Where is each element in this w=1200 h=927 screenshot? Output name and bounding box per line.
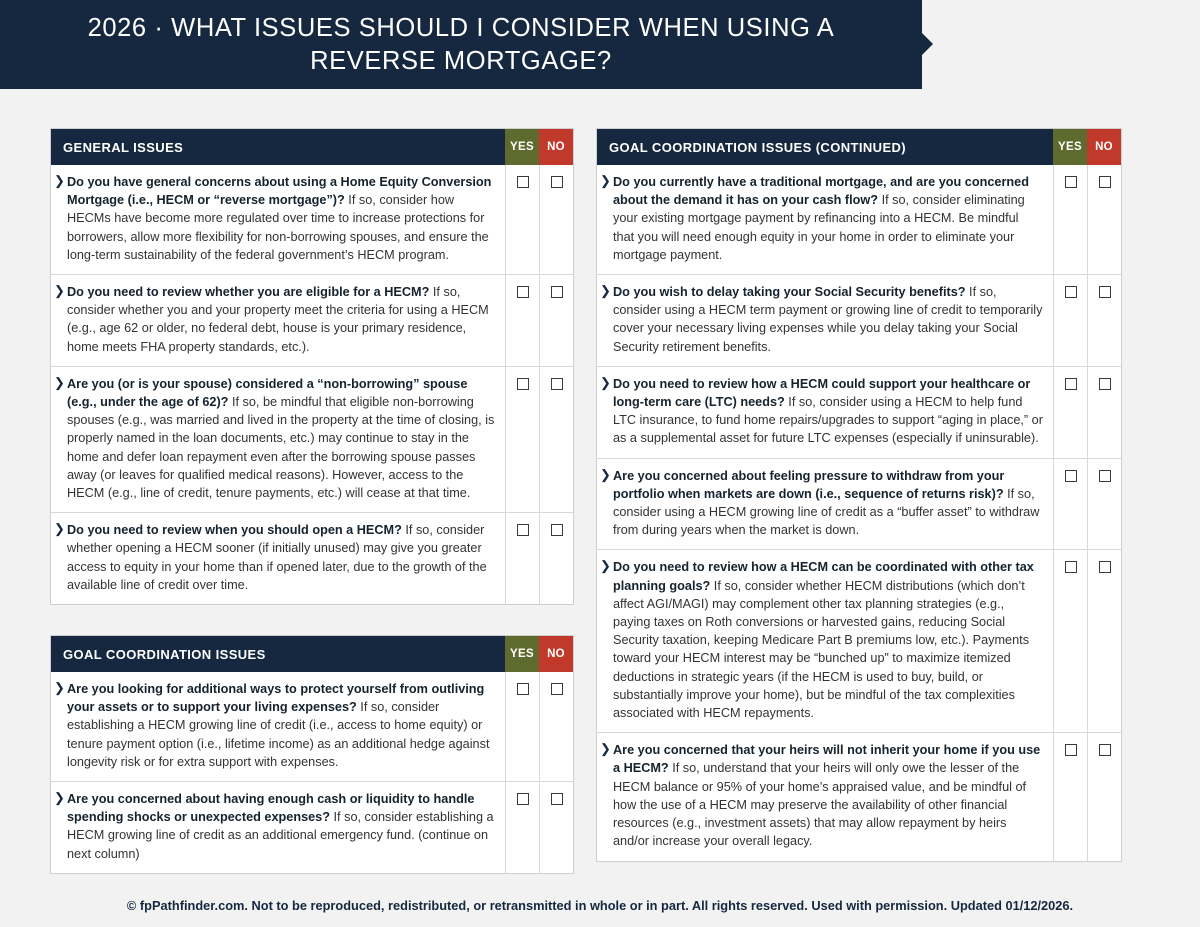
section-card-goal-coordination-issues-continued xyxy=(596,128,1122,862)
bracket-marker-icon: ❯ xyxy=(54,173,65,188)
checkbox-cell-yes[interactable] xyxy=(505,672,539,781)
bracket-marker-icon: ❯ xyxy=(600,374,611,390)
checklist-row xyxy=(51,275,573,367)
checklist-columns xyxy=(0,128,1200,874)
checkbox-yes[interactable] xyxy=(1065,286,1077,298)
section-header-general-issues xyxy=(51,129,573,165)
checkbox-no[interactable] xyxy=(1099,561,1111,573)
checklist-row xyxy=(597,275,1121,367)
header-band xyxy=(0,0,922,89)
column-header-yes: YES xyxy=(1053,129,1087,165)
column-header-no: NO xyxy=(539,129,573,165)
bracket-marker-icon: ❯ xyxy=(54,680,65,696)
section-title: GOAL COORDINATION ISSUES xyxy=(63,646,266,662)
checkbox-yes[interactable] xyxy=(1065,176,1077,188)
checkbox-cell-yes[interactable] xyxy=(505,275,539,366)
checklist-question xyxy=(597,733,1053,860)
question-bold: Do you need to review how a HECM could support your healthcare or long-term care (LTC) needs? xyxy=(613,376,1031,410)
question-detail: If so, consider establishing a HECM growing line of credit as an additional emergency fund. (continue on next column) xyxy=(67,810,494,861)
checkbox-yes[interactable] xyxy=(517,286,529,298)
checkbox-no[interactable] xyxy=(551,176,563,188)
checkbox-yes[interactable] xyxy=(1065,470,1077,482)
question-detail: If so, consider eliminating your existing mortgage payment by refinancing into a HECM. Be mindful that you will need enough equity in your home in order to eliminate your mortgage payment. xyxy=(613,193,1025,262)
checkbox-cell-yes[interactable] xyxy=(1053,165,1087,274)
checkbox-cell-no[interactable] xyxy=(539,672,573,781)
page-title: 2026 · WHAT ISSUES SHOULD I CONSIDER WHEN USING A REVERSE MORTGAGE? xyxy=(87,13,835,75)
checkbox-cell-no[interactable] xyxy=(1087,275,1121,366)
bracket-marker-icon: ❯ xyxy=(600,558,611,574)
bracket-marker-icon: ❯ xyxy=(54,790,65,806)
checkbox-cell-yes[interactable] xyxy=(1053,275,1087,366)
bracket-marker-icon: ❯ xyxy=(54,374,65,390)
checkbox-yes[interactable] xyxy=(517,378,529,390)
checkbox-cell-no[interactable] xyxy=(539,367,573,512)
checkbox-no[interactable] xyxy=(551,378,563,390)
column-header-no: NO xyxy=(539,636,573,672)
question-detail: If so, consider using a HECM growing line of credit as a “buffer asset” to withdraw from during years when the market is down. xyxy=(613,486,1040,538)
checkbox-cell-yes[interactable] xyxy=(1053,550,1087,732)
section-card-general-issues xyxy=(50,128,574,605)
section-rows xyxy=(51,165,573,604)
checklist-question xyxy=(51,782,505,873)
checklist-row xyxy=(597,733,1121,860)
checklist-row xyxy=(597,459,1121,551)
checkbox-yes[interactable] xyxy=(1065,378,1077,390)
checkbox-cell-yes[interactable] xyxy=(505,165,539,274)
checkbox-cell-no[interactable] xyxy=(539,782,573,873)
checklist-question xyxy=(597,367,1053,458)
checkbox-cell-no[interactable] xyxy=(1087,550,1121,732)
question-detail: If so, consider using a HECM term payment or growing line of credit to temporarily cover your necessary living expenses while you delay taking your Social Security retirement benefits. xyxy=(613,285,1043,354)
checklist-row xyxy=(51,513,573,604)
question-detail: If so, understand that your heirs will only owe the lesser of the HECM balance or 95% of your home’s appraised value, and be mindful of how the use of a HECM may preserve the availability of other financial resources (e.g., investment assets) that may allow repayment by heirs and/or increase your overall legacy. xyxy=(613,761,1027,849)
checkbox-cell-yes[interactable] xyxy=(505,513,539,604)
section-header-goal-coordination-issues xyxy=(51,636,573,672)
question-bold: Are you (or is your spouse) considered a “non-borrowing” spouse (e.g., under the age of 62)? xyxy=(67,376,468,410)
bracket-marker-icon: ❯ xyxy=(600,283,611,299)
column-header-yes: YES xyxy=(505,636,539,672)
checkbox-yes[interactable] xyxy=(517,793,529,805)
checklist-question xyxy=(51,275,505,366)
checkbox-no[interactable] xyxy=(551,793,563,805)
question-detail: If so, consider whether opening a HECM sooner (if initially unused) may give you greater access to equity in your home than if opened later, due to the growth of the available line of credit over time. xyxy=(67,523,487,592)
checklist-question xyxy=(51,367,505,512)
question-bold: Are you looking for additional ways to protect yourself from outliving your assets or to support your living expenses? xyxy=(67,682,485,715)
checklist-row xyxy=(597,165,1121,275)
checklist-question xyxy=(51,672,505,781)
bracket-marker-icon: ❯ xyxy=(600,173,611,188)
checkbox-cell-yes[interactable] xyxy=(505,782,539,873)
section-title: GENERAL ISSUES xyxy=(63,139,184,155)
checklist-question xyxy=(597,550,1053,732)
checklist-row xyxy=(51,367,573,513)
checkbox-no[interactable] xyxy=(551,683,563,695)
checkbox-no[interactable] xyxy=(1099,744,1111,756)
checklist-row xyxy=(51,672,573,782)
checkbox-cell-no[interactable] xyxy=(1087,165,1121,274)
question-bold: Do you have general concerns about using a Home Equity Conversion Mortgage (i.e., HECM or “reverse mortgage”)? xyxy=(67,175,492,208)
question-bold: Do you need to review how a HECM can be coordinated with other tax planning goals? xyxy=(613,560,1034,593)
footer-copyright: © fpPathfinder.com. Not to be reproduced, redistributed, or retransmitted in whole or in part. All rights reserved. Used with permission. Updated 01/12/2026. xyxy=(126,898,1074,913)
question-bold: Are you concerned about having enough cash or liquidity to handle spending shocks or unexpected expenses? xyxy=(67,792,475,825)
checklist-row xyxy=(597,550,1121,733)
bracket-marker-icon: ❯ xyxy=(600,741,611,757)
question-detail: If so, consider establishing a HECM growing line of credit (i.e., access to home equity) or tenure payment option (i.e., lifetime income) as an additional hedge against longevity risk or for extra support with expenses. xyxy=(67,700,490,769)
section-rows xyxy=(51,672,573,873)
section-header-goal-coordination-issues-continued xyxy=(597,129,1121,165)
checkbox-cell-yes[interactable] xyxy=(505,367,539,512)
section-rows xyxy=(597,165,1121,861)
bracket-marker-icon: ❯ xyxy=(54,283,65,299)
section-title: GOAL COORDINATION ISSUES (CONTINUED) xyxy=(609,139,907,155)
question-bold: Are you concerned about feeling pressure to withdraw from your portfolio when markets are down (i.e., sequence of returns risk)? xyxy=(613,468,1005,501)
checklist-row xyxy=(51,782,573,873)
checklist-question xyxy=(597,165,1053,274)
checkbox-cell-no[interactable] xyxy=(539,165,573,274)
checkbox-cell-yes[interactable] xyxy=(1053,459,1087,550)
checklist-row xyxy=(597,367,1121,459)
question-bold: Do you currently have a traditional mortgage, and are you concerned about the demand it has on your cash flow? xyxy=(613,175,1029,208)
checklist-question xyxy=(51,513,505,604)
question-detail: If so, consider whether you and your property meet the criteria for using a HECM (e.g., age 62 or older, no federal debt, house is your primary residence, home meets FHA property standards, etc.). xyxy=(67,285,489,354)
checklist-question xyxy=(51,165,505,274)
bracket-marker-icon: ❯ xyxy=(54,521,65,537)
question-bold: Do you need to review when you should open a HECM? xyxy=(67,523,402,538)
checkbox-yes[interactable] xyxy=(517,176,529,188)
question-detail: If so, be mindful that eligible non-borrowing spouses (e.g., was married and lived in the property at the time of closing, is properly named in the loan documents, etc.) may continue to stay in the home and defer loan repayment even after the borrowing spouse passes away (or leaves for qualified medical reasons). However, access to the HECM (e.g., line of credit, tenure payments, etc.) will cease at that time. xyxy=(67,395,495,501)
left-column xyxy=(50,128,574,874)
checkbox-no[interactable] xyxy=(1099,176,1111,188)
checkbox-cell-no[interactable] xyxy=(1087,367,1121,458)
checkbox-cell-no[interactable] xyxy=(539,275,573,366)
checkbox-no[interactable] xyxy=(1099,378,1111,390)
checkbox-no[interactable] xyxy=(551,286,563,298)
question-bold: Are you concerned that your heirs will not inherit your home if you use a HECM? xyxy=(613,743,1041,776)
checkbox-no[interactable] xyxy=(1099,286,1111,298)
checklist-question xyxy=(597,275,1053,366)
checkbox-no[interactable] xyxy=(1099,470,1111,482)
checklist-row xyxy=(51,165,573,275)
column-header-no: NO xyxy=(1087,129,1121,165)
checklist-question xyxy=(597,459,1053,550)
checkbox-cell-yes[interactable] xyxy=(1053,367,1087,458)
column-header-yes: YES xyxy=(505,129,539,165)
checkbox-cell-no[interactable] xyxy=(1087,459,1121,550)
checkbox-cell-no[interactable] xyxy=(1087,733,1121,860)
question-detail: If so, consider whether HECM distributions (which don’t affect AGI/MAGI) may complement other tax planning strategies (e.g., paying taxes on Roth conversions or harvested gains, reducing Social Security taxation, keeping Medicare Part B premiums low, etc.). Payments toward your HECM interest may be “bunched up” to maximize itemized deductions in strategic years (if the HECM is used to buy, build, or substantially improve your home), but be mindful of the tax complexities associated with HECM repayments. xyxy=(613,578,1030,721)
header-arrow-icon xyxy=(922,33,933,55)
checkbox-yes[interactable] xyxy=(1065,744,1077,756)
question-detail: If so, consider how HECMs have become more regulated over time to increase protections for borrowers, allow more flexibility for non-borrowing spouses, and ensure the long-term sustainability of the federal government’s HECM program. xyxy=(67,193,489,262)
checkbox-cell-yes[interactable] xyxy=(1053,733,1087,860)
right-column xyxy=(596,128,1122,874)
checkbox-cell-no[interactable] xyxy=(539,513,573,604)
bracket-marker-icon: ❯ xyxy=(600,466,611,482)
checkbox-yes[interactable] xyxy=(517,524,529,536)
page-header xyxy=(0,0,1200,89)
checkbox-yes[interactable] xyxy=(517,683,529,695)
checkbox-yes[interactable] xyxy=(1065,561,1077,573)
section-card-goal-coordination-issues xyxy=(50,635,574,874)
question-bold: Do you wish to delay taking your Social Security benefits? xyxy=(613,285,966,300)
question-detail: If so, consider using a HECM to help fund LTC insurance, to fund home repairs/upgrades to support “aging in place,” or as a supplemental asset for future LTC expenses (especially if uninsurable). xyxy=(613,395,1043,446)
question-bold: Do you need to review whether you are eligible for a HECM? xyxy=(67,285,430,300)
checkbox-no[interactable] xyxy=(551,524,563,536)
